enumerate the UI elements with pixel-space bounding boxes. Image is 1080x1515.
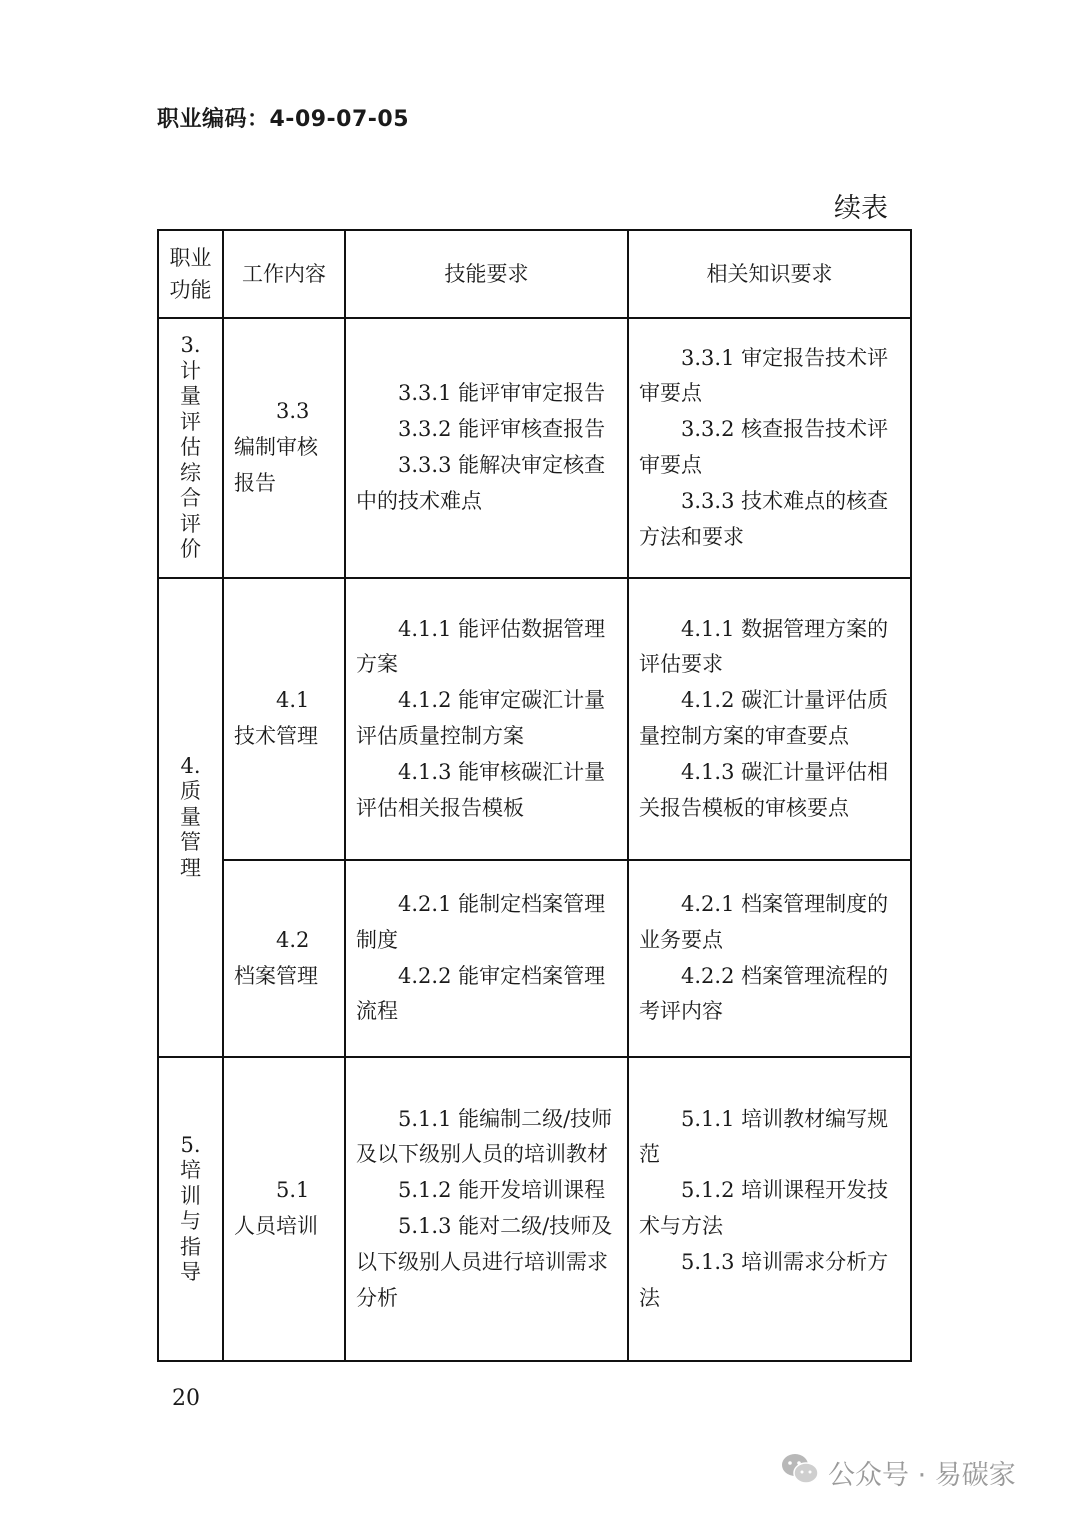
table-row <box>158 318 911 578</box>
skills-cell: 4.2.1 能制定档案管理制度 4.2.2 能审定档案管理流程 <box>345 860 628 1057</box>
function-cell: 4. 质 量 管 理 <box>158 578 223 1057</box>
wechat-icon <box>780 1452 820 1493</box>
skills-table <box>157 229 912 1362</box>
header-skills: 技能要求 <box>345 230 628 318</box>
knowledge-cell: 5.1.1 培训教材编写规范 5.1.2 培训课程开发技术与方法 5.1.3 培训需求分析方法 <box>628 1057 911 1361</box>
content-cell: 3.3 编制审核报告 <box>223 318 345 578</box>
header-knowledge: 相关知识要求 <box>628 230 911 318</box>
page-number: 20 <box>172 1386 200 1411</box>
header-function: 职业 功能 <box>158 230 223 318</box>
function-cell: 5. 培 训 与 指 导 <box>158 1057 223 1361</box>
watermark <box>780 1452 1016 1493</box>
knowledge-cell: 3.3.1 审定报告技术评审要点 3.3.2 核查报告技术评审要点 3.3.3 技术难点的核查方法和要求 <box>628 318 911 578</box>
content-cell: 5.1 人员培训 <box>223 1057 345 1361</box>
occupation-code: 职业编码：4-09-07-05 <box>157 107 410 132</box>
knowledge-cell: 4.1.1 数据管理方案的评估要求 4.1.2 碳汇计量评估质量控制方案的审查要点 4.1.3 碳汇计量评估相关报告模板的审核要点 <box>628 578 911 860</box>
content-cell: 4.1 技术管理 <box>223 578 345 860</box>
skills-cell: 5.1.1 能编制二级/技师及以下级别人员的培训教材 5.1.2 能开发培训课程 5.1.3 能对二级/技师及以下级别人员进行培训需求分析 <box>345 1057 628 1361</box>
continued-label: 续表 <box>834 193 888 224</box>
skills-cell: 4.1.1 能评估数据管理方案 4.1.2 能审定碳汇计量评估质量控制方案 4.1.3 能审核碳汇计量评估相关报告模板 <box>345 578 628 860</box>
header-row <box>158 230 911 318</box>
table-row <box>158 860 911 1057</box>
skills-cell: 3.3.1 能评审审定报告 3.3.2 能评审核查报告 3.3.3 能解决审定核查中的技术难点 <box>345 318 628 578</box>
watermark-text: 公众号 · 易碳家 <box>828 1460 1016 1491</box>
content-cell: 4.2 档案管理 <box>223 860 345 1057</box>
header-content: 工作内容 <box>223 230 345 318</box>
knowledge-cell: 4.2.1 档案管理制度的业务要点 4.2.2 档案管理流程的考评内容 <box>628 860 911 1057</box>
table-row <box>158 578 911 860</box>
table-row <box>158 1057 911 1361</box>
function-cell: 3. 计 量 评 估 综 合 评 价 <box>158 318 223 578</box>
